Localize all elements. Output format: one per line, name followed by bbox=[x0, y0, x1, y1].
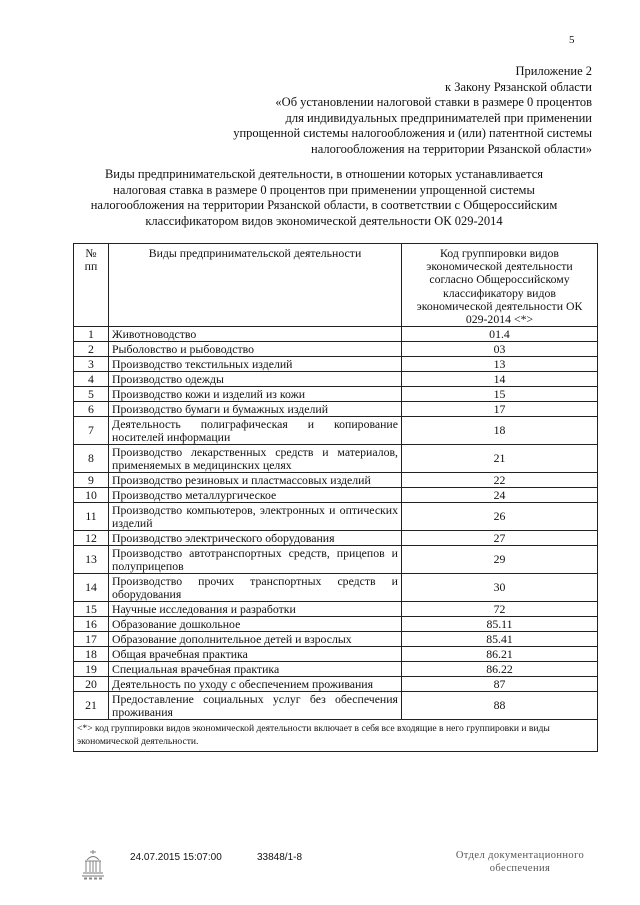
table-row bbox=[74, 677, 598, 692]
appendix-line: для индивидуальных предпринимателей при применении bbox=[285, 110, 592, 125]
row-number: 3 bbox=[74, 357, 109, 372]
row-number: 15 bbox=[74, 602, 109, 617]
department-stamp bbox=[440, 849, 600, 875]
row-number: 17 bbox=[74, 632, 109, 647]
table-row bbox=[74, 692, 598, 720]
row-number: 7 bbox=[74, 417, 109, 445]
row-activity: Производство резиновых и пластмассовых изделий bbox=[109, 473, 402, 488]
table-row bbox=[74, 357, 598, 372]
page-number: 5 bbox=[569, 34, 575, 46]
row-activity: Производство одежды bbox=[109, 372, 402, 387]
row-number: 6 bbox=[74, 402, 109, 417]
title-line: Виды предпринимательской деятельности, в отношении которых устанавливается bbox=[104, 167, 544, 181]
department-line: обеспечения bbox=[489, 863, 551, 874]
row-code: 03 bbox=[402, 342, 598, 357]
title-line: налогообложения на территории Рязанской области, в соответствии с Общероссийским bbox=[90, 198, 558, 213]
row-activity: Деятельность полиграфическая и копирование носителей информации bbox=[109, 417, 402, 445]
row-code: 87 bbox=[402, 677, 598, 692]
title-line: налоговая ставка в размере 0 процентов при применении упрощенной системы bbox=[113, 182, 535, 197]
row-number: 4 bbox=[74, 372, 109, 387]
row-number: 20 bbox=[74, 677, 109, 692]
header-number: № пп bbox=[74, 244, 109, 327]
row-code: 15 bbox=[402, 387, 598, 402]
table-row bbox=[74, 602, 598, 617]
row-code: 13 bbox=[402, 357, 598, 372]
row-activity: Предоставление социальных услуг без обеспечения проживания bbox=[109, 692, 402, 720]
table-row bbox=[74, 662, 598, 677]
table-row bbox=[74, 473, 598, 488]
row-number: 18 bbox=[74, 647, 109, 662]
row-code: 85.11 bbox=[402, 617, 598, 632]
appendix-line: налогообложения на территории Рязанской области» bbox=[311, 141, 592, 156]
appendix-line: к Закону Рязанской области bbox=[445, 79, 592, 94]
row-code: 29 bbox=[402, 546, 598, 574]
page-footer bbox=[80, 852, 610, 892]
timestamp: 24.07.2015 15:07:00 bbox=[130, 852, 222, 863]
row-activity: Рыболовство и рыбоводство bbox=[109, 342, 402, 357]
row-code: 14 bbox=[402, 372, 598, 387]
table-row bbox=[74, 617, 598, 632]
row-activity: Деятельность по уходу с обеспечением проживания bbox=[109, 677, 402, 692]
title-line: классификатором видов экономической деятельности ОК 029-2014 bbox=[145, 213, 503, 228]
table-row bbox=[74, 417, 598, 445]
row-activity: Образование дошкольное bbox=[109, 617, 402, 632]
header-code: Код группировки видов экономической деятельности согласно Общероссийскому классификатору видов экономической деятельности ОК 029-2014 <*> bbox=[402, 244, 598, 327]
row-activity: Производство текстильных изделий bbox=[109, 357, 402, 372]
row-number: 11 bbox=[74, 503, 109, 531]
table-row bbox=[74, 402, 598, 417]
coat-of-arms-icon bbox=[80, 848, 106, 882]
row-number: 8 bbox=[74, 445, 109, 473]
table-row bbox=[74, 632, 598, 647]
appendix-line: упрощенной системы налогообложения и (или) патентной системы bbox=[233, 126, 592, 141]
row-code: 30 bbox=[402, 574, 598, 602]
row-activity: Производство компьютеров, электронных и оптических изделий bbox=[109, 503, 402, 531]
row-activity: Специальная врачебная практика bbox=[109, 662, 402, 677]
row-code: 18 bbox=[402, 417, 598, 445]
row-number: 14 bbox=[74, 574, 109, 602]
row-code: 21 bbox=[402, 445, 598, 473]
row-code: 24 bbox=[402, 488, 598, 503]
header-activity: Виды предпринимательской деятельности bbox=[109, 244, 402, 327]
row-number: 21 bbox=[74, 692, 109, 720]
table-row bbox=[74, 531, 598, 546]
row-number: 19 bbox=[74, 662, 109, 677]
table-row bbox=[74, 327, 598, 342]
table-row bbox=[74, 647, 598, 662]
row-activity: Производство автотранспортных средств, прицепов и полуприцепов bbox=[109, 546, 402, 574]
row-number: 12 bbox=[74, 531, 109, 546]
row-code: 26 bbox=[402, 503, 598, 531]
row-activity: Производство лекарственных средств и материалов, применяемых в медицинских целях bbox=[109, 445, 402, 473]
row-activity: Производство металлургическое bbox=[109, 488, 402, 503]
table-row bbox=[74, 342, 598, 357]
table-row bbox=[74, 372, 598, 387]
row-number: 1 bbox=[74, 327, 109, 342]
row-number: 9 bbox=[74, 473, 109, 488]
row-code: 01.4 bbox=[402, 327, 598, 342]
row-activity: Производство кожи и изделий из кожи bbox=[109, 387, 402, 402]
table-row bbox=[74, 387, 598, 402]
row-code: 17 bbox=[402, 402, 598, 417]
document-number: 33848/1-8 bbox=[257, 852, 303, 863]
row-number: 16 bbox=[74, 617, 109, 632]
row-activity: Общая врачебная практика bbox=[109, 647, 402, 662]
department-line: Отдел документационного bbox=[455, 850, 585, 861]
row-activity: Производство прочих транспортных средств и оборудования bbox=[109, 574, 402, 602]
row-number: 2 bbox=[74, 342, 109, 357]
row-code: 85.41 bbox=[402, 632, 598, 647]
row-activity: Производство бумаги и бумажных изделий bbox=[109, 402, 402, 417]
document-title bbox=[60, 167, 588, 229]
row-activity: Производство электрического оборудования bbox=[109, 531, 402, 546]
table-row bbox=[74, 488, 598, 503]
table-row bbox=[74, 445, 598, 473]
table-row bbox=[74, 503, 598, 531]
row-code: 22 bbox=[402, 473, 598, 488]
row-code: 86.21 bbox=[402, 647, 598, 662]
row-number: 5 bbox=[74, 387, 109, 402]
row-activity: Животноводство bbox=[109, 327, 402, 342]
row-code: 86.22 bbox=[402, 662, 598, 677]
appendix-line: «Об установлении налоговой ставки в размере 0 процентов bbox=[275, 95, 592, 110]
row-code: 88 bbox=[402, 692, 598, 720]
table-row bbox=[74, 574, 598, 602]
row-code: 72 bbox=[402, 602, 598, 617]
footnote-row bbox=[74, 720, 598, 752]
appendix-header bbox=[172, 64, 592, 158]
appendix-line: Приложение 2 bbox=[515, 64, 592, 78]
table-header-row bbox=[74, 244, 598, 327]
row-activity: Научные исследования и разработки bbox=[109, 602, 402, 617]
activities-table bbox=[73, 243, 598, 752]
row-number: 10 bbox=[74, 488, 109, 503]
table-footnote: <*> код группировки видов экономической деятельности включает в себя все входящие в него группировки и виды экономической деятельности. bbox=[74, 720, 598, 752]
table-row bbox=[74, 546, 598, 574]
row-number: 13 bbox=[74, 546, 109, 574]
row-activity: Образование дополнительное детей и взрослых bbox=[109, 632, 402, 647]
row-code: 27 bbox=[402, 531, 598, 546]
